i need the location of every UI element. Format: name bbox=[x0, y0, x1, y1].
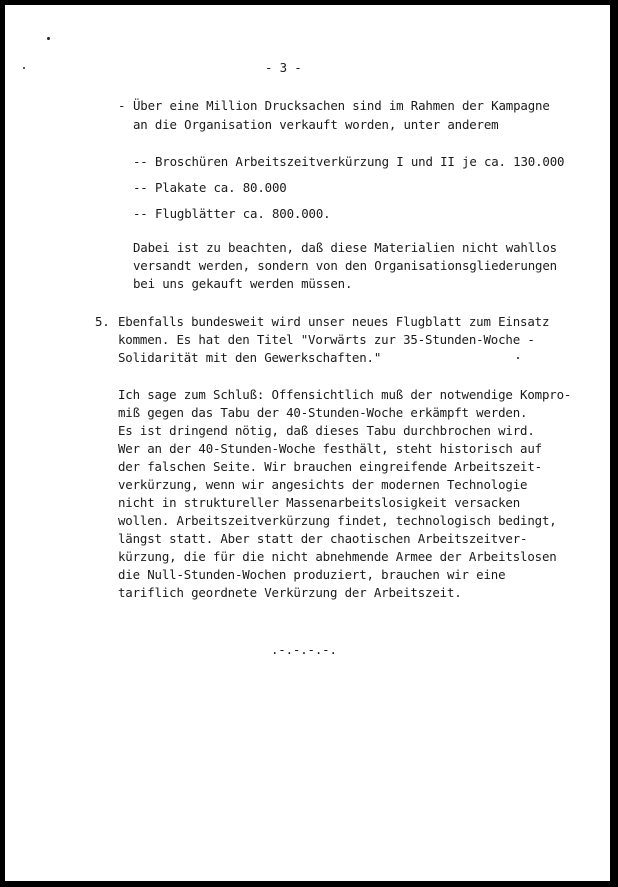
closing-line: längst statt. Aber statt der chaotischen Arbeitszeitver- bbox=[118, 531, 528, 546]
note-line: Dabei ist zu beachten, daß diese Materialien nicht wahllos bbox=[133, 240, 557, 255]
closing-line: wollen. Arbeitszeitverkürzung findet, technologisch bedingt, bbox=[118, 513, 557, 528]
sub-item-text: Flugblätter ca. 800.000. bbox=[155, 206, 331, 221]
closing-line: der falschen Seite. Wir brauchen eingreifende Arbeitszeit- bbox=[118, 459, 542, 474]
closing-line: nicht in struktureller Massenarbeitslosigkeit versacken bbox=[118, 495, 521, 510]
page-number: - 3 - bbox=[265, 60, 302, 75]
item-5-line: Solidarität mit den Gewerkschaften." bbox=[118, 350, 382, 365]
end-mark: .-.-.-.-. bbox=[271, 642, 337, 657]
closing-line: Ich sage zum Schluß: Offensichtlich muß der notwendige Kompro- bbox=[118, 387, 572, 402]
closing-line: die Null-Stunden-Wochen produziert, brauchen wir eine bbox=[118, 567, 506, 582]
sub-item-marker: -- bbox=[133, 180, 148, 195]
item-5-line: kommen. Es hat den Titel "Vorwärts zur 35-Stunden-Woche - bbox=[118, 332, 535, 347]
bullet-text-line: Über eine Million Drucksachen sind im Rahmen der Kampagne bbox=[133, 98, 550, 113]
bullet-text-line: an die Organisation verkauft worden, unter anderem bbox=[133, 117, 499, 132]
scan-speck bbox=[23, 67, 25, 69]
document-page bbox=[5, 5, 610, 881]
sub-item-marker: -- bbox=[133, 206, 148, 221]
note-line: bei uns gekauft werden müssen. bbox=[133, 276, 353, 291]
sub-item-marker: -- bbox=[133, 154, 148, 169]
closing-line: verkürzung, wenn wir angesichts der modernen Technologie bbox=[118, 477, 528, 492]
closing-line: Wer an der 40-Stunden-Woche festhält, steht historisch auf bbox=[118, 441, 542, 456]
note-line: versandt werden, sondern von den Organisationsgliederungen bbox=[133, 258, 557, 273]
bullet-marker: - bbox=[118, 98, 126, 113]
closing-line: miß gegen das Tabu der 40-Stunden-Woche erkämpft werden. bbox=[118, 405, 528, 420]
closing-line: tariflich geordnete Verkürzung der Arbeitszeit. bbox=[118, 585, 462, 600]
closing-line: kürzung, die für die nicht abnehmende Armee der Arbeitslosen bbox=[118, 549, 557, 564]
closing-line: Es ist dringend nötig, daß dieses Tabu durchbrochen wird. bbox=[118, 423, 535, 438]
sub-item-text: Broschüren Arbeitszeitverkürzung I und II je ca. 130.000 bbox=[155, 154, 565, 169]
scan-speck bbox=[47, 37, 50, 40]
sub-item-text: Plakate ca. 80.000 bbox=[155, 180, 287, 195]
item-5-line: Ebenfalls bundesweit wird unser neues Flugblatt zum Einsatz bbox=[118, 314, 550, 329]
scan-speck bbox=[517, 357, 519, 359]
item-5-number: 5. bbox=[95, 314, 110, 329]
